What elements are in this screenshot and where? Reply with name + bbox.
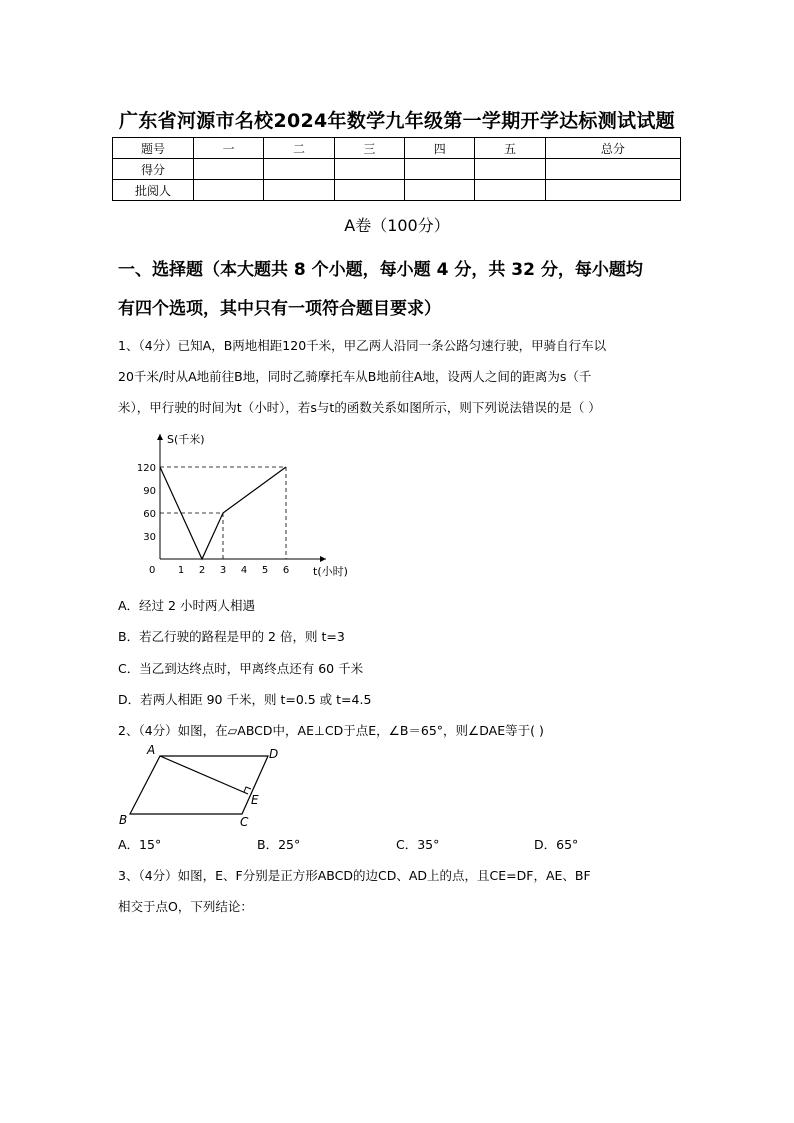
q2-option-b[interactable]: B．25°	[257, 837, 301, 852]
q1-option-a[interactable]: A．经过 2 小时两人相遇	[118, 598, 255, 613]
q1-option-b[interactable]: B．若乙行驶的路程是甲的 2 倍，则 t=3	[118, 629, 345, 644]
table-cell[interactable]	[475, 180, 545, 201]
x-tick-label: 3	[219, 565, 227, 576]
q2-option-c[interactable]: C．35°	[396, 837, 440, 852]
q1-option-d[interactable]: D．若两人相距 90 千米，则 t=0.5 或 t=4.5	[118, 692, 372, 707]
y-tick-label: 30	[143, 532, 156, 543]
table-row	[113, 159, 681, 180]
table-cell: 四	[405, 138, 475, 159]
table-row	[113, 180, 681, 201]
label-a: A	[147, 743, 156, 757]
part1-heading-cont: 有四个选项，其中只有一项符合题目要求）	[118, 299, 441, 319]
q2-option-a[interactable]: A．15°	[118, 837, 162, 852]
segment-ae	[160, 756, 248, 794]
table-cell[interactable]	[405, 159, 475, 180]
score-table	[112, 137, 681, 201]
parallelogram-abcd	[130, 756, 268, 814]
table-cell[interactable]	[264, 180, 334, 201]
page-title: 广东省河源市名校2024年数学九年级第一学期开学达标测试试题	[119, 110, 675, 132]
label-d: D	[269, 747, 279, 761]
table-cell[interactable]	[334, 159, 404, 180]
q1-graph	[118, 428, 358, 583]
label-b: B	[119, 813, 128, 827]
table-cell: 五	[475, 138, 545, 159]
series-line	[160, 467, 286, 559]
label-e: E	[251, 793, 259, 807]
table-cell: 二	[264, 138, 334, 159]
table-cell: 总分	[545, 138, 680, 159]
q2-text: 2、（4分）如图，在▱ABCD中，AE⊥CD于点E，∠B＝65°，则∠DAE等于( )	[118, 723, 544, 738]
table-cell[interactable]	[264, 159, 334, 180]
y-tick-label: 60	[143, 509, 156, 520]
q1-option-c[interactable]: C．当乙到达终点时，甲离终点还有 60 千米	[118, 661, 364, 676]
q2-figure	[118, 742, 288, 828]
table-row	[113, 138, 681, 159]
table-cell: 题号	[113, 138, 194, 159]
part1-heading: 一、选择题（本大题共 8 个小题，每小题 4 分，共 32 分，每小题均	[118, 260, 643, 280]
origin-label: 0	[149, 565, 156, 576]
table-cell[interactable]	[545, 159, 680, 180]
table-cell[interactable]	[405, 180, 475, 201]
table-cell[interactable]	[334, 180, 404, 201]
y-tick-label: 120	[136, 463, 156, 474]
x-tick-label: 1	[177, 565, 185, 576]
x-tick-label: 6	[282, 565, 290, 576]
table-cell: 三	[334, 138, 404, 159]
x-axis-label: t(小时)	[313, 565, 348, 578]
label-c: C	[240, 815, 249, 828]
q3-text: 相交于点O，下列结论：	[118, 899, 253, 914]
x-tick-label: 2	[198, 565, 206, 576]
table-cell[interactable]	[545, 180, 680, 201]
table-cell[interactable]	[194, 159, 264, 180]
q1-text: 米），甲行驶的时间为t（小时），若s与t的函数关系如图所示，则下列说法错误的是（ ）	[118, 400, 601, 415]
section-a-title: A卷（100分）	[344, 216, 450, 235]
table-cell[interactable]	[475, 159, 545, 180]
table-cell: 批阅人	[113, 180, 194, 201]
q1-text: 1、（4分）已知A，B两地相距120千米，甲乙两人沿同一条公路匀速行驶，甲骑自行车以	[118, 338, 607, 353]
y-axis-label: S(千米)	[167, 433, 205, 446]
x-tick-label: 5	[261, 565, 269, 576]
q3-text: 3、（4分）如图，E、F分别是正方形ABCD的边CD、AD上的点，且CE=DF，AE、BF	[118, 868, 591, 883]
x-tick-label: 4	[240, 565, 248, 576]
q2-option-d[interactable]: D．65°	[534, 837, 579, 852]
table-cell[interactable]	[194, 180, 264, 201]
right-angle-mark	[244, 787, 251, 792]
table-cell: 得分	[113, 159, 194, 180]
q1-text: 20千米/时从A地前往B地，同时乙骑摩托车从B地前往A地，设两人之间的距离为s（千	[118, 369, 592, 384]
table-cell: 一	[194, 138, 264, 159]
y-tick-label: 90	[143, 486, 156, 497]
